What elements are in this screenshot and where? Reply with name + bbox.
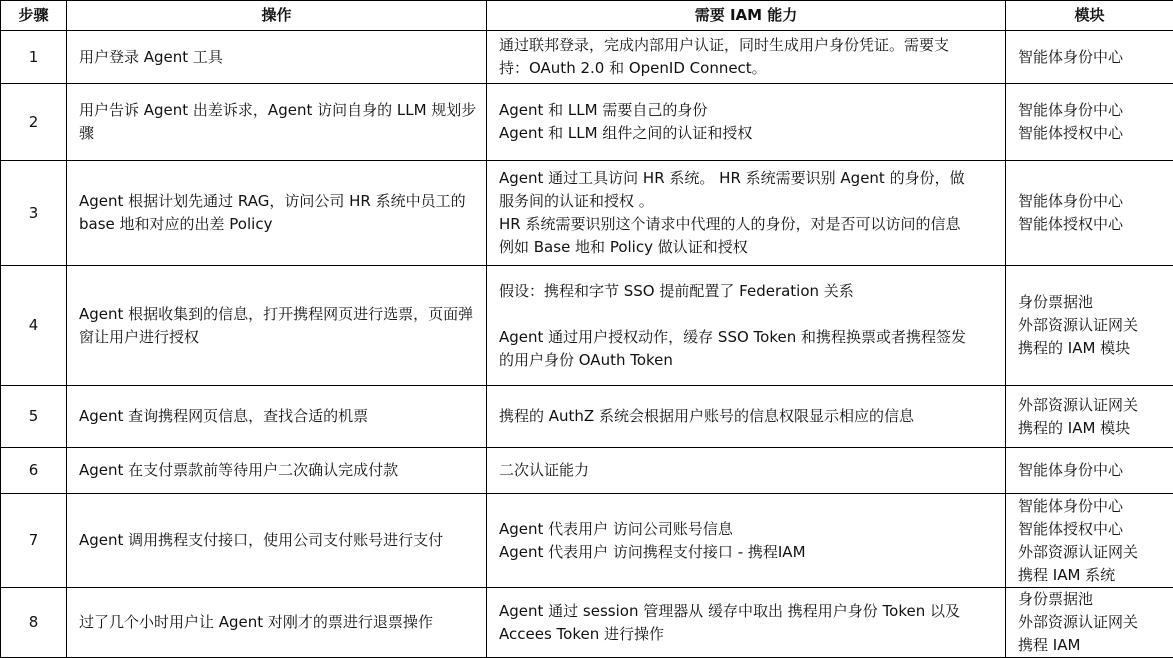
table-row <box>1 266 1173 386</box>
step-cell: 7 <box>1 494 67 588</box>
header-action: 操作 <box>67 1 487 31</box>
step-cell: 6 <box>1 448 67 494</box>
header-iam: 需要 IAM 能力 <box>487 1 1006 31</box>
step-cell: 8 <box>1 588 67 658</box>
table-row <box>1 448 1173 494</box>
table-row <box>1 84 1173 161</box>
table-row <box>1 161 1173 266</box>
module-cell: 智能体身份中心 <box>1006 448 1173 494</box>
iam-cell: 通过联邦登录，完成内部用户认证，同时生成用户身份凭证。需要支 持：OAuth 2.0 和 OpenID Connect。 <box>487 31 1006 84</box>
action-cell: Agent 查询携程网页信息，查找合适的机票 <box>67 386 487 448</box>
action-cell: 过了几个小时用户让 Agent 对刚才的票进行退票操作 <box>67 588 487 658</box>
header-module: 模块 <box>1006 1 1173 31</box>
table-row <box>1 386 1173 448</box>
step-cell: 5 <box>1 386 67 448</box>
iam-cell: Agent 和 LLM 需要自己的身份 Agent 和 LLM 组件之间的认证和授权 <box>487 84 1006 161</box>
step-cell: 3 <box>1 161 67 266</box>
iam-cell: Agent 通过工具访问 HR 系统。 HR 系统需要识别 Agent 的身份，做 服务间的认证和授权 。 HR 系统需要识别这个请求中代理的人的身份，对是否可以访问的信息 例如 Base 地和 Policy 做认证和授权 <box>487 161 1006 266</box>
iam-cell: 携程的 AuthZ 系统会根据用户账号的信息权限显示相应的信息 <box>487 386 1006 448</box>
action-cell: Agent 在支付票款前等待用户二次确认完成付款 <box>67 448 487 494</box>
module-cell: 智能体身份中心 智能体授权中心 <box>1006 84 1173 161</box>
step-cell: 4 <box>1 266 67 386</box>
action-cell: 用户告诉 Agent 出差诉求，Agent 访问自身的 LLM 规划步骤 <box>67 84 487 161</box>
header-row <box>1 1 1173 31</box>
module-cell: 身份票据池 外部资源认证网关 携程 IAM <box>1006 588 1173 658</box>
module-cell: 身份票据池 外部资源认证网关 携程的 IAM 模块 <box>1006 266 1173 386</box>
module-cell: 智能体身份中心 智能体授权中心 外部资源认证网关 携程 IAM 系统 <box>1006 494 1173 588</box>
action-cell: Agent 调用携程支付接口，使用公司支付账号进行支付 <box>67 494 487 588</box>
table-row <box>1 31 1173 84</box>
iam-cell: 二次认证能力 <box>487 448 1006 494</box>
iam-cell: Agent 通过 session 管理器从 缓存中取出 携程用户身份 Token 以及 Accees Token 进行操作 <box>487 588 1006 658</box>
iam-cell: Agent 代表用户 访问公司账号信息 Agent 代表用户 访问携程支付接口 - 携程IAM <box>487 494 1006 588</box>
table-row <box>1 588 1173 658</box>
action-cell: Agent 根据收集到的信息，打开携程网页进行选票，页面弹窗让用户进行授权 <box>67 266 487 386</box>
step-cell: 1 <box>1 31 67 84</box>
table-row <box>1 494 1173 588</box>
step-cell: 2 <box>1 84 67 161</box>
module-cell: 外部资源认证网关 携程的 IAM 模块 <box>1006 386 1173 448</box>
module-cell: 智能体身份中心 智能体授权中心 <box>1006 161 1173 266</box>
iam-cell: 假设：携程和字节 SSO 提前配置了 Federation 关系 Agent 通过用户授权动作，缓存 SSO Token 和携程换票或者携程签发 的用户身份 OAuth Token <box>487 266 1006 386</box>
action-cell: Agent 根据计划先通过 RAG，访问公司 HR 系统中员工的 base 地和对应的出差 Policy <box>67 161 487 266</box>
module-cell: 智能体身份中心 <box>1006 31 1173 84</box>
action-cell: 用户登录 Agent 工具 <box>67 31 487 84</box>
header-step: 步骤 <box>1 1 67 31</box>
